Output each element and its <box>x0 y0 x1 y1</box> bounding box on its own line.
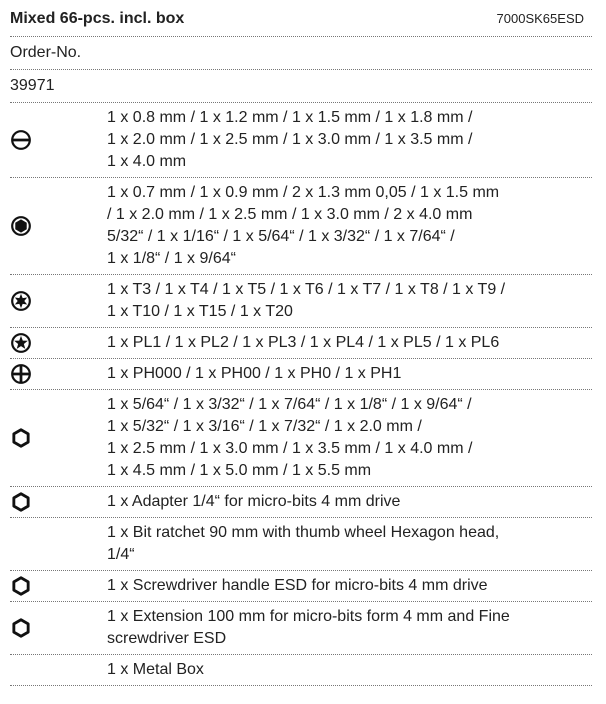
hexagon-outline-icon <box>10 575 32 597</box>
pentalobe-icon <box>10 332 32 354</box>
order-label: Order-No. <box>10 37 592 70</box>
item-row <box>10 518 592 571</box>
item-row <box>10 571 592 602</box>
hex-bit-icon <box>10 215 32 237</box>
item-text: 1 x Bit ratchet 90 mm with thumb wheel Hexagon head, 1/4“ <box>107 524 500 563</box>
phillips-icon <box>10 363 32 385</box>
torx-icon <box>10 290 32 312</box>
item-row <box>10 390 592 487</box>
item-text: 1 x 0.8 mm / 1 x 1.2 mm / 1 x 1.5 mm / 1 x 1.8 mm / 1 x 2.0 mm / 1 x 2.5 mm / 1 x 3.0 mm / 1 x 3.5 mm / 1 x 4.0 mm <box>107 109 473 170</box>
hexagon-outline-icon <box>10 617 32 639</box>
product-title: Mixed 66-pcs. incl. box <box>10 10 185 27</box>
item-text: 1 x Metal Box <box>107 661 204 678</box>
item-row <box>10 602 592 655</box>
item-row <box>10 655 592 686</box>
item-text: 1 x PL1 / 1 x PL2 / 1 x PL3 / 1 x PL4 / 1 x PL5 / 1 x PL6 <box>107 334 500 351</box>
item-row <box>10 178 592 275</box>
item-text: 1 x Adapter 1/4“ for micro-bits 4 mm drive <box>107 493 401 510</box>
item-text: 1 x 5/64“ / 1 x 3/32“ / 1 x 7/64“ / 1 x 1/8“ / 1 x 9/64“ / 1 x 5/32“ / 1 x 3/16“ / 1 x 7/32“ / 1 x 2.0 mm / 1 x 2.5 mm / 1 x 3.0 mm / 1 x 3.5 mm / 1 x 4.0 mm / 1 x 4.5 mm / 1 x 5.0 mm / 1 x 5.5 mm <box>107 396 473 479</box>
item-text: 1 x PH000 / 1 x PH00 / 1 x PH0 / 1 x PH1 <box>107 365 402 382</box>
order-number: 39971 <box>10 70 592 103</box>
item-row <box>10 487 592 518</box>
item-text: 1 x Extension 100 mm for micro-bits form 4 mm and Fine screwdriver ESD <box>107 608 510 647</box>
hexagon-outline-icon <box>10 491 32 513</box>
product-spec-sheet <box>10 0 592 686</box>
item-row <box>10 328 592 359</box>
item-row <box>10 103 592 178</box>
item-text: 1 x 0.7 mm / 1 x 0.9 mm / 2 x 1.3 mm 0,05 / 1 x 1.5 mm / 1 x 2.0 mm / 1 x 2.5 mm / 1 x 3.0 mm / 2 x 4.0 mm 5/32“ / 1 x 1/16“ / 1 x 5/64“ / 1 x 3/32“ / 1 x 7/64“ / 1 x 1/8“ / 1 x 9/64“ <box>107 184 500 267</box>
item-row <box>10 359 592 390</box>
item-row <box>10 275 592 328</box>
hexagon-outline-icon <box>10 427 32 449</box>
item-text: 1 x Screwdriver handle ESD for micro-bits 4 mm drive <box>107 577 488 594</box>
header-row <box>10 2 592 37</box>
slotted-icon <box>10 129 32 151</box>
item-text: 1 x T3 / 1 x T4 / 1 x T5 / 1 x T6 / 1 x T7 / 1 x T8 / 1 x T9 / 1 x T10 / 1 x T15 / 1 x T20 <box>107 281 506 320</box>
product-code: 7000SK65ESD <box>496 11 584 26</box>
